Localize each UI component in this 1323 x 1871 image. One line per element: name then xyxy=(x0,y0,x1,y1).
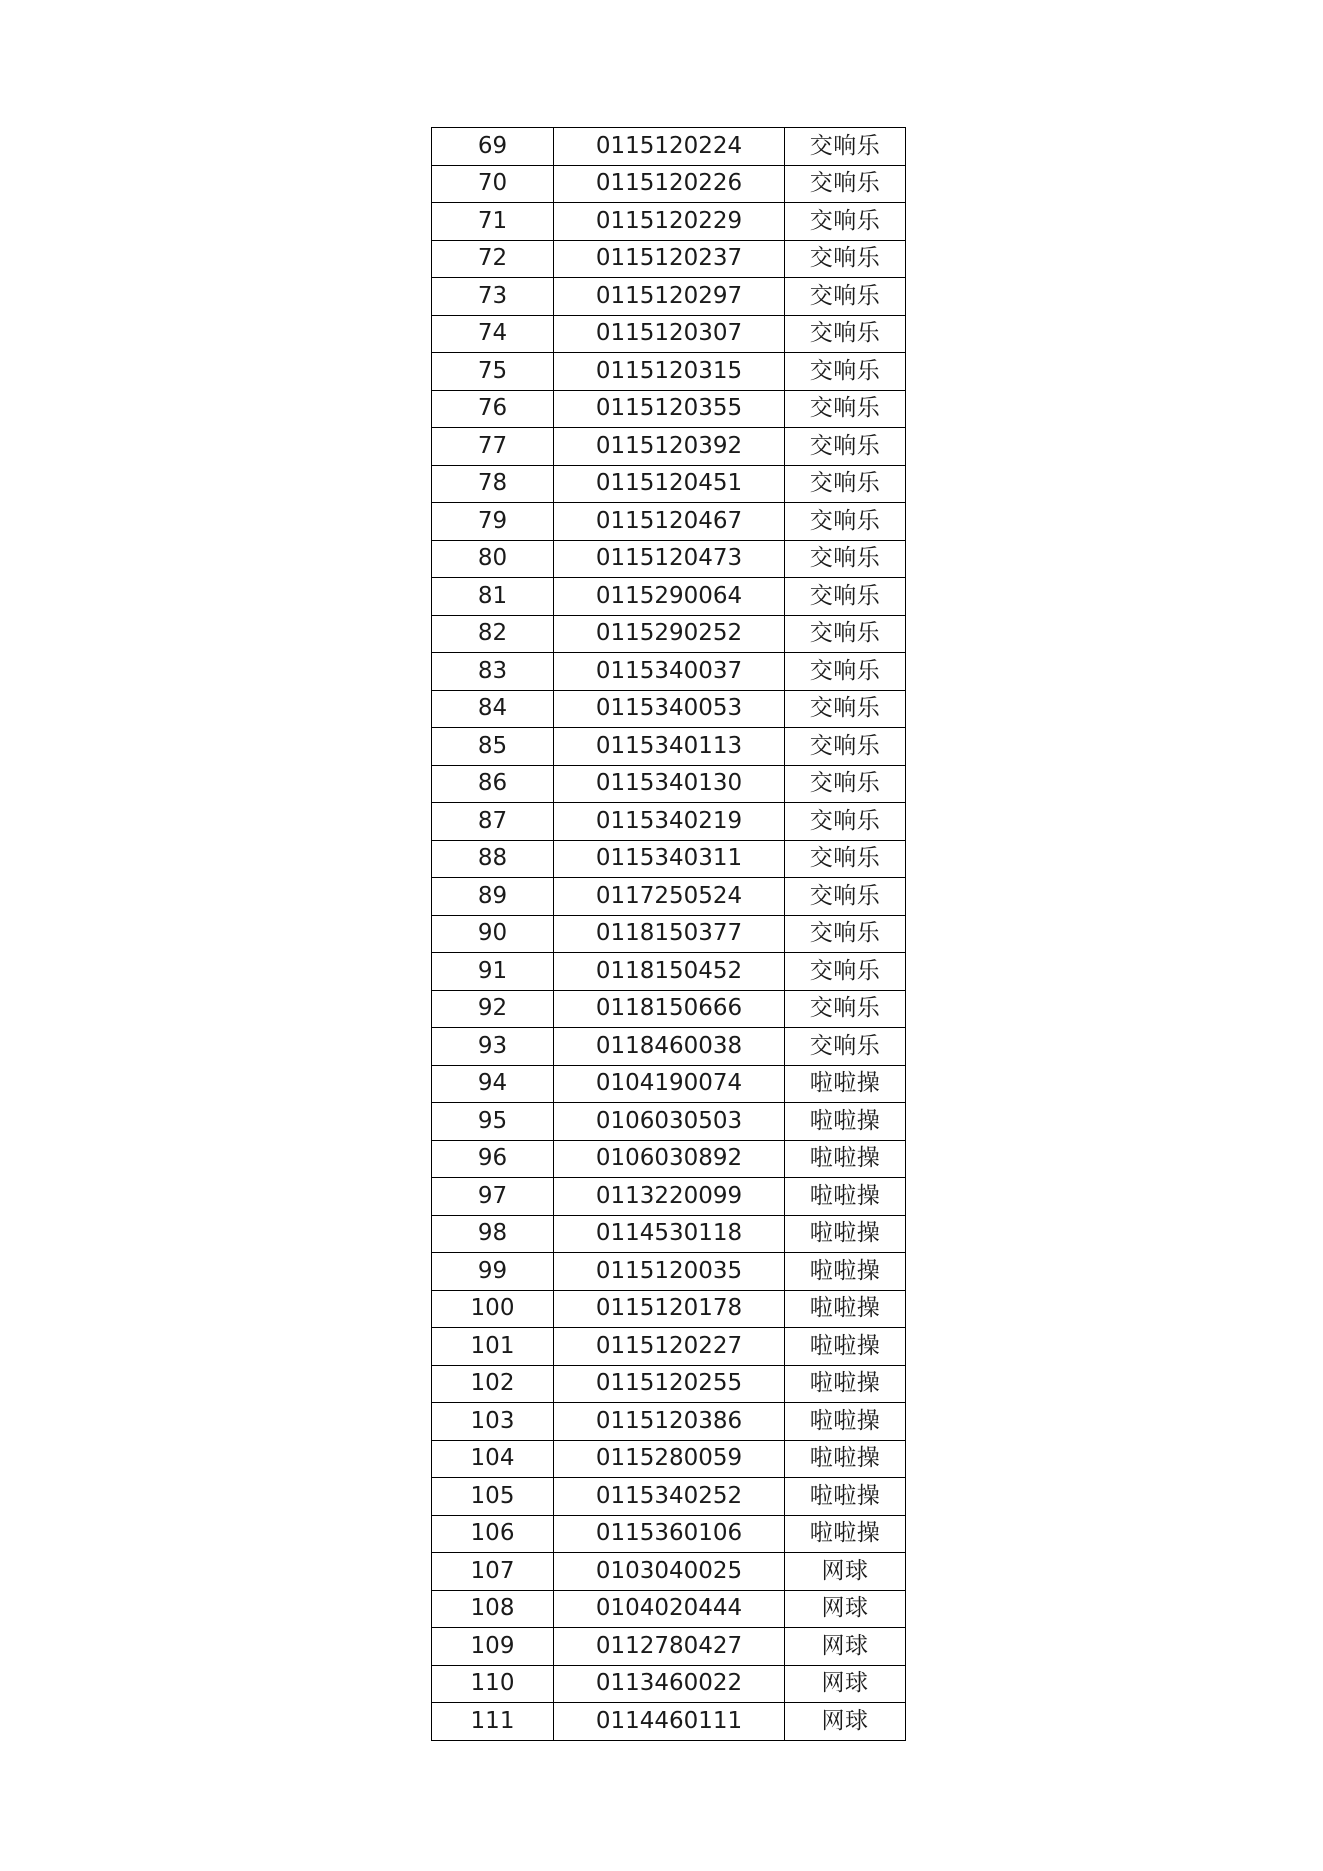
table-row xyxy=(432,165,906,203)
category-cell: 网球 xyxy=(785,1628,906,1666)
student-id-cell: 0115120392 xyxy=(554,428,785,466)
row-number-cell: 79 xyxy=(432,503,554,541)
category-cell: 交响乐 xyxy=(785,765,906,803)
category-cell: 交响乐 xyxy=(785,615,906,653)
category-cell: 交响乐 xyxy=(785,728,906,766)
row-number-cell: 95 xyxy=(432,1103,554,1141)
student-id-cell: 0106030892 xyxy=(554,1140,785,1178)
category-cell: 交响乐 xyxy=(785,465,906,503)
table-row xyxy=(432,953,906,991)
category-cell: 交响乐 xyxy=(785,128,906,166)
category-cell: 啦啦操 xyxy=(785,1178,906,1216)
student-id-cell: 0115120227 xyxy=(554,1328,785,1366)
table-row xyxy=(432,1628,906,1666)
student-id-cell: 0115120226 xyxy=(554,165,785,203)
row-number-cell: 69 xyxy=(432,128,554,166)
category-cell: 交响乐 xyxy=(785,990,906,1028)
category-cell: 交响乐 xyxy=(785,428,906,466)
category-cell: 啦啦操 xyxy=(785,1290,906,1328)
category-cell: 交响乐 xyxy=(785,878,906,916)
table-row xyxy=(432,203,906,241)
row-number-cell: 100 xyxy=(432,1290,554,1328)
student-id-cell: 0115120035 xyxy=(554,1253,785,1291)
table-row xyxy=(432,990,906,1028)
student-id-cell: 0115340037 xyxy=(554,653,785,691)
category-cell: 啦啦操 xyxy=(785,1253,906,1291)
table-row xyxy=(432,128,906,166)
student-id-cell: 0115340219 xyxy=(554,803,785,841)
table-row xyxy=(432,690,906,728)
row-number-cell: 96 xyxy=(432,1140,554,1178)
student-id-cell: 0113460022 xyxy=(554,1665,785,1703)
student-id-cell: 0115340311 xyxy=(554,840,785,878)
student-id-cell: 0115120386 xyxy=(554,1403,785,1441)
category-cell: 交响乐 xyxy=(785,203,906,241)
table-row xyxy=(432,878,906,916)
table-row xyxy=(432,240,906,278)
table-row xyxy=(432,1665,906,1703)
row-number-cell: 85 xyxy=(432,728,554,766)
row-number-cell: 83 xyxy=(432,653,554,691)
row-number-cell: 71 xyxy=(432,203,554,241)
student-id-cell: 0115290064 xyxy=(554,578,785,616)
student-id-cell: 0115120355 xyxy=(554,390,785,428)
category-cell: 交响乐 xyxy=(785,578,906,616)
student-id-cell: 0115120255 xyxy=(554,1365,785,1403)
student-id-cell: 0104190074 xyxy=(554,1065,785,1103)
table-row xyxy=(432,315,906,353)
category-cell: 啦啦操 xyxy=(785,1215,906,1253)
row-number-cell: 75 xyxy=(432,353,554,391)
category-cell: 网球 xyxy=(785,1590,906,1628)
category-cell: 交响乐 xyxy=(785,803,906,841)
category-cell: 啦啦操 xyxy=(785,1328,906,1366)
table-row xyxy=(432,1290,906,1328)
category-cell: 啦啦操 xyxy=(785,1140,906,1178)
student-id-cell: 0115290252 xyxy=(554,615,785,653)
table-row xyxy=(432,503,906,541)
row-number-cell: 80 xyxy=(432,540,554,578)
row-number-cell: 107 xyxy=(432,1553,554,1591)
row-number-cell: 101 xyxy=(432,1328,554,1366)
row-number-cell: 78 xyxy=(432,465,554,503)
student-id-cell: 0118150377 xyxy=(554,915,785,953)
row-number-cell: 87 xyxy=(432,803,554,841)
table-row xyxy=(432,1553,906,1591)
table-row xyxy=(432,728,906,766)
category-cell: 网球 xyxy=(785,1703,906,1741)
row-number-cell: 74 xyxy=(432,315,554,353)
row-number-cell: 84 xyxy=(432,690,554,728)
row-number-cell: 92 xyxy=(432,990,554,1028)
row-number-cell: 111 xyxy=(432,1703,554,1741)
table-row xyxy=(432,1103,906,1141)
student-id-cell: 0115360106 xyxy=(554,1515,785,1553)
table-row xyxy=(432,1440,906,1478)
table-row xyxy=(432,1253,906,1291)
table-row xyxy=(432,915,906,953)
row-number-cell: 88 xyxy=(432,840,554,878)
table-row xyxy=(432,1178,906,1216)
row-number-cell: 70 xyxy=(432,165,554,203)
table-row xyxy=(432,803,906,841)
table-row xyxy=(432,278,906,316)
student-id-cell: 0115120229 xyxy=(554,203,785,241)
table-row xyxy=(432,578,906,616)
student-id-cell: 0115120451 xyxy=(554,465,785,503)
row-number-cell: 104 xyxy=(432,1440,554,1478)
row-number-cell: 108 xyxy=(432,1590,554,1628)
row-number-cell: 99 xyxy=(432,1253,554,1291)
category-cell: 交响乐 xyxy=(785,240,906,278)
student-id-cell: 0117250524 xyxy=(554,878,785,916)
table-row xyxy=(432,428,906,466)
table-row xyxy=(432,1328,906,1366)
student-id-cell: 0113220099 xyxy=(554,1178,785,1216)
table-row xyxy=(432,353,906,391)
row-number-cell: 105 xyxy=(432,1478,554,1516)
table-row xyxy=(432,1590,906,1628)
category-cell: 交响乐 xyxy=(785,165,906,203)
student-id-cell: 0106030503 xyxy=(554,1103,785,1141)
table-row xyxy=(432,765,906,803)
table-row xyxy=(432,1403,906,1441)
student-id-cell: 0115280059 xyxy=(554,1440,785,1478)
student-id-cell: 0115340053 xyxy=(554,690,785,728)
category-cell: 交响乐 xyxy=(785,1028,906,1066)
student-id-cell: 0112780427 xyxy=(554,1628,785,1666)
roster-table-body xyxy=(432,128,906,1741)
category-cell: 交响乐 xyxy=(785,953,906,991)
table-row xyxy=(432,653,906,691)
roster-table xyxy=(431,127,906,1741)
row-number-cell: 93 xyxy=(432,1028,554,1066)
row-number-cell: 90 xyxy=(432,915,554,953)
row-number-cell: 77 xyxy=(432,428,554,466)
row-number-cell: 98 xyxy=(432,1215,554,1253)
category-cell: 交响乐 xyxy=(785,690,906,728)
student-id-cell: 0118150666 xyxy=(554,990,785,1028)
student-id-cell: 0115340130 xyxy=(554,765,785,803)
row-number-cell: 110 xyxy=(432,1665,554,1703)
student-id-cell: 0115120297 xyxy=(554,278,785,316)
category-cell: 啦啦操 xyxy=(785,1065,906,1103)
category-cell: 交响乐 xyxy=(785,353,906,391)
student-id-cell: 0115120315 xyxy=(554,353,785,391)
row-number-cell: 82 xyxy=(432,615,554,653)
student-id-cell: 0104020444 xyxy=(554,1590,785,1628)
row-number-cell: 103 xyxy=(432,1403,554,1441)
row-number-cell: 86 xyxy=(432,765,554,803)
table-row xyxy=(432,1140,906,1178)
table-row xyxy=(432,1215,906,1253)
category-cell: 网球 xyxy=(785,1665,906,1703)
student-id-cell: 0118150452 xyxy=(554,953,785,991)
table-row xyxy=(432,390,906,428)
student-id-cell: 0103040025 xyxy=(554,1553,785,1591)
student-id-cell: 0115340113 xyxy=(554,728,785,766)
category-cell: 交响乐 xyxy=(785,315,906,353)
row-number-cell: 106 xyxy=(432,1515,554,1553)
category-cell: 网球 xyxy=(785,1553,906,1591)
row-number-cell: 89 xyxy=(432,878,554,916)
table-row xyxy=(432,1028,906,1066)
category-cell: 啦啦操 xyxy=(785,1440,906,1478)
category-cell: 交响乐 xyxy=(785,915,906,953)
table-row xyxy=(432,1703,906,1741)
category-cell: 交响乐 xyxy=(785,653,906,691)
student-id-cell: 0115120237 xyxy=(554,240,785,278)
row-number-cell: 91 xyxy=(432,953,554,991)
row-number-cell: 72 xyxy=(432,240,554,278)
table-row xyxy=(432,1065,906,1103)
student-id-cell: 0114530118 xyxy=(554,1215,785,1253)
category-cell: 啦啦操 xyxy=(785,1103,906,1141)
category-cell: 啦啦操 xyxy=(785,1365,906,1403)
student-id-cell: 0115120224 xyxy=(554,128,785,166)
student-id-cell: 0115340252 xyxy=(554,1478,785,1516)
table-row xyxy=(432,1515,906,1553)
table-row xyxy=(432,615,906,653)
category-cell: 啦啦操 xyxy=(785,1403,906,1441)
category-cell: 交响乐 xyxy=(785,278,906,316)
table-row xyxy=(432,840,906,878)
student-id-cell: 0115120467 xyxy=(554,503,785,541)
table-row xyxy=(432,465,906,503)
category-cell: 啦啦操 xyxy=(785,1515,906,1553)
row-number-cell: 76 xyxy=(432,390,554,428)
student-id-cell: 0115120473 xyxy=(554,540,785,578)
row-number-cell: 97 xyxy=(432,1178,554,1216)
row-number-cell: 73 xyxy=(432,278,554,316)
student-id-cell: 0114460111 xyxy=(554,1703,785,1741)
table-row xyxy=(432,1478,906,1516)
category-cell: 交响乐 xyxy=(785,503,906,541)
row-number-cell: 81 xyxy=(432,578,554,616)
category-cell: 交响乐 xyxy=(785,540,906,578)
row-number-cell: 109 xyxy=(432,1628,554,1666)
table-row xyxy=(432,1365,906,1403)
category-cell: 啦啦操 xyxy=(785,1478,906,1516)
table-row xyxy=(432,540,906,578)
category-cell: 交响乐 xyxy=(785,390,906,428)
student-id-cell: 0115120178 xyxy=(554,1290,785,1328)
row-number-cell: 102 xyxy=(432,1365,554,1403)
row-number-cell: 94 xyxy=(432,1065,554,1103)
student-id-cell: 0115120307 xyxy=(554,315,785,353)
student-id-cell: 0118460038 xyxy=(554,1028,785,1066)
category-cell: 交响乐 xyxy=(785,840,906,878)
